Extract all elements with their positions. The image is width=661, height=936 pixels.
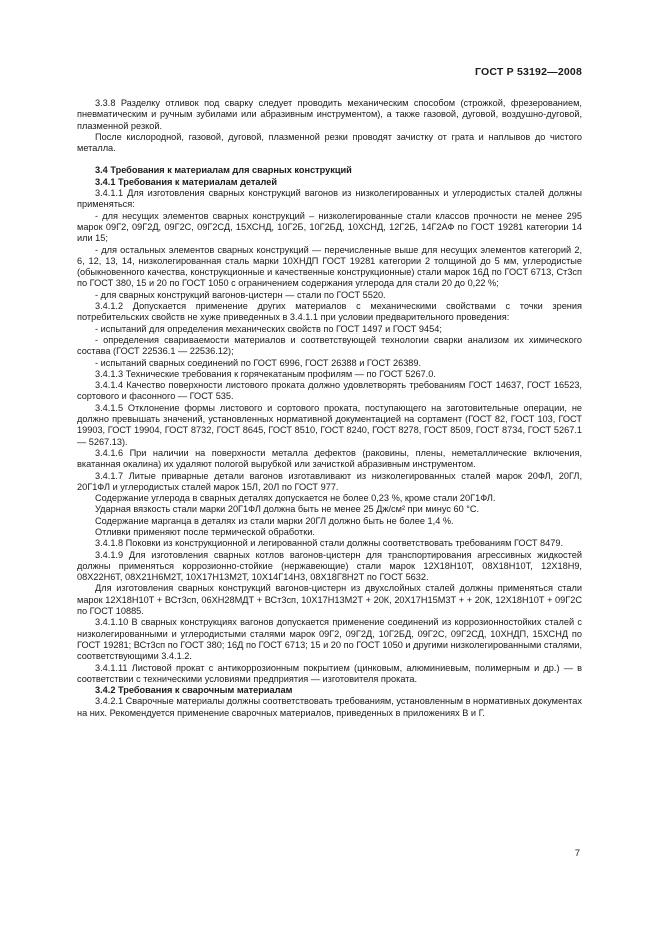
document-header: ГОСТ Р 53192—2008 xyxy=(474,66,582,78)
paragraph: 3.4.1.1 Для изготовления сварных конструкций вагонов из низколегированных и углеродистых сталей должны применяться: xyxy=(77,188,582,210)
paragraph: Для изготовления сварных конструкций вагонов-цистерн из двухслойных сталей должны применяться стали марок 12Х18Н10Т + ВСт3сп, 06ХН28МДТ + ВСт3сп, 10Х17Н13М2Т + 20К, 20Х17Н15М3Т + + 20К, 12Х18Н10Т + 09Г2С по ГОСТ 10885. xyxy=(77,583,582,617)
list-item: - испытаний сварных соединений по ГОСТ 6996, ГОСТ 26388 и ГОСТ 26389. xyxy=(95,357,422,368)
paragraph: После кислородной, газовой, дуговой, плазменной резки проводят зачистку от грата и наплывов до чистого металла. xyxy=(77,131,582,154)
paragraph: 3.4.1.7 Литые приварные детали вагонов изготавливают из низколегированных сталей марок 20ФЛ, 20ГЛ, 20Г1ФЛ и углеродистых сталей марок 15Л, 20Л по ГОСТ 977. xyxy=(77,470,582,492)
paragraph: 3.4.1.3 Технические требования к горячекатаным профилям — по ГОСТ 5267.0. xyxy=(95,368,436,379)
paragraph: 3.4.1.11 Листовой прокат с антикоррозионным покрытием (цинковым, алюминиевым, полимерным и др.) — в соответствии с техническими условиями предприятия — изготовителя проката. xyxy=(77,662,582,684)
paragraph: Отливки применяют после термической обработки. xyxy=(95,526,315,537)
list-item: - для остальных элементов сварных конструкций — перечисленные выше для несущих элементов категорий 2, 6, 12, 13, 14, низколегированная сталь марки 10ХНДП ГОСТ 19281 категории 2 толщиной до 5 мм, углеродистые (обыкновенного качества, конструкционные и качественные конструкционные) стали марок 16Д по ГОСТ 6713, Ст3сп по ГОСТ 380, 15 и 20 по ГОСТ 1050 с ограничением содержания углерода для стали 20 до 0,22 %; xyxy=(77,244,582,289)
list-item: - испытаний для определения механических свойств по ГОСТ 1497 и ГОСТ 9454; xyxy=(95,323,442,334)
paragraph: 3.4.1.5 Отклонение формы листового и сортового проката, поступающего на заготовительные операции, не должно превышать значений, установленных нормативной документацией на сортамент (ГОСТ 82, ГОСТ 103, ГОСТ 19903, ГОСТ 19904, ГОСТ 8732, ГОСТ 8645, ГОСТ 8510, ГОСТ 8240, ГОСТ 8278, ГОСТ 8509, ГОСТ 8734, ГОСТ 5267.1 — 5267.13). xyxy=(77,402,582,447)
page-number: 7 xyxy=(574,848,580,859)
paragraph: Содержание углерода в сварных деталях допускается не более 0,23 %, кроме стали 20Г1ФЛ. xyxy=(95,493,496,504)
document-body xyxy=(77,98,582,719)
paragraph: 3.3.8 Разделку отливок под сварку следует проводить механическим способом (строжкой, фрезерованием, пневматическим и ручным зубилами или абразивным инструментом), а также газовой, дуговой, воздушно-дуговой, плазменной резкой. xyxy=(77,98,582,131)
subsection-heading: 3.4.2 Требования к сварочным материалам xyxy=(95,685,293,696)
paragraph: Ударная вязкость стали марки 20Г1ФЛ должна быть не менее 25 Дж/см² при минус 60 °С. xyxy=(95,504,480,515)
list-item: - для несущих элементов сварных конструкций – низколегированные стали классов прочности не менее 295 марок 09Г2, 09Г2Д, 09Г2С, 09Г2СД, 15ХСНД, 10Г2Б, 10Г2БД, 10ХСНД, 12Г2Б, 14Г2АФ по ГОСТ 19281 категории 14 или 15; xyxy=(77,210,582,244)
paragraph: Содержание марганца в деталях из стали марки 20ГЛ должно быть не более 1,4 %. xyxy=(95,515,454,526)
section-heading: 3.4 Требования к материалам для сварных конструкций xyxy=(95,165,352,176)
paragraph: 3.4.1.10 В сварных конструкциях вагонов допускается применение соединений из коррозионностойких сталей с низколегированными и углеродистыми сталями марок 09Г2, 09Г2Д, 10Г2БД, 09Г2С, 09Г2СД, 10ХНДП, 15ХСНД по ГОСТ 19281; ВСт3сп по ГОСТ 380; 16Д по ГОСТ 6713; 15 и 20 по ГОСТ 1050 и другими низколегированными сталями, соответствующими 3.4.1.2. xyxy=(77,617,582,662)
paragraph: 3.4.1.9 Для изготовления сварных котлов вагонов-цистерн для транспортирования агрессивных жидкостей должны применяться коррозионно-стойкие (нержавеющие) стали марок 12Х18Н10Т, 08Х18Н10Т, 12Х18Н9, 08Х22Н6Т, 08Х21Н6М2Т, 10Х17Н13М2Т, 10Х14Г14Н3, 08Х18Г8Н2Т по ГОСТ 5632. xyxy=(77,549,582,583)
paragraph: 3.4.1.8 Поковки из конструкционной и легированной стали должны соответствовать требованиям ГОСТ 8479. xyxy=(95,538,564,549)
paragraph: 3.4.1.2 Допускается применение других материалов с механическими свойствами с точки зрения потребительских свойств не хуже приведенных в 3.4.1.1 при условии предварительного проведения: xyxy=(77,301,582,323)
paragraph: 3.4.1.6 При наличии на поверхности металла дефектов (раковины, плены, неметаллические включения, вкатанная окалина) их удаляют пологой вырубкой или зачисткой абразивным инструментом. xyxy=(77,447,582,470)
list-item: - для сварных конструкций вагонов-цистерн — стали по ГОСТ 5520. xyxy=(95,289,386,300)
subsection-heading: 3.4.1 Требования к материалам деталей xyxy=(95,176,277,187)
paragraph: 3.4.2.1 Сварочные материалы должны соответствовать требованиям, установленным в нормативных документах на них. Рекомендуется применение сварочных материалов, приведенных в приложениях В и Г. xyxy=(77,696,582,718)
list-item: - определения свариваемости материалов и соответствующей технологии сварки анализом их химического состава (ГОСТ 22536.1 — 22536.12); xyxy=(77,334,582,357)
paragraph: 3.4.1.4 Качество поверхности листового проката должно удовлетворять требованиям ГОСТ 14637, ГОСТ 16523, сортового и фасонного — ГОСТ 535. xyxy=(77,380,582,402)
